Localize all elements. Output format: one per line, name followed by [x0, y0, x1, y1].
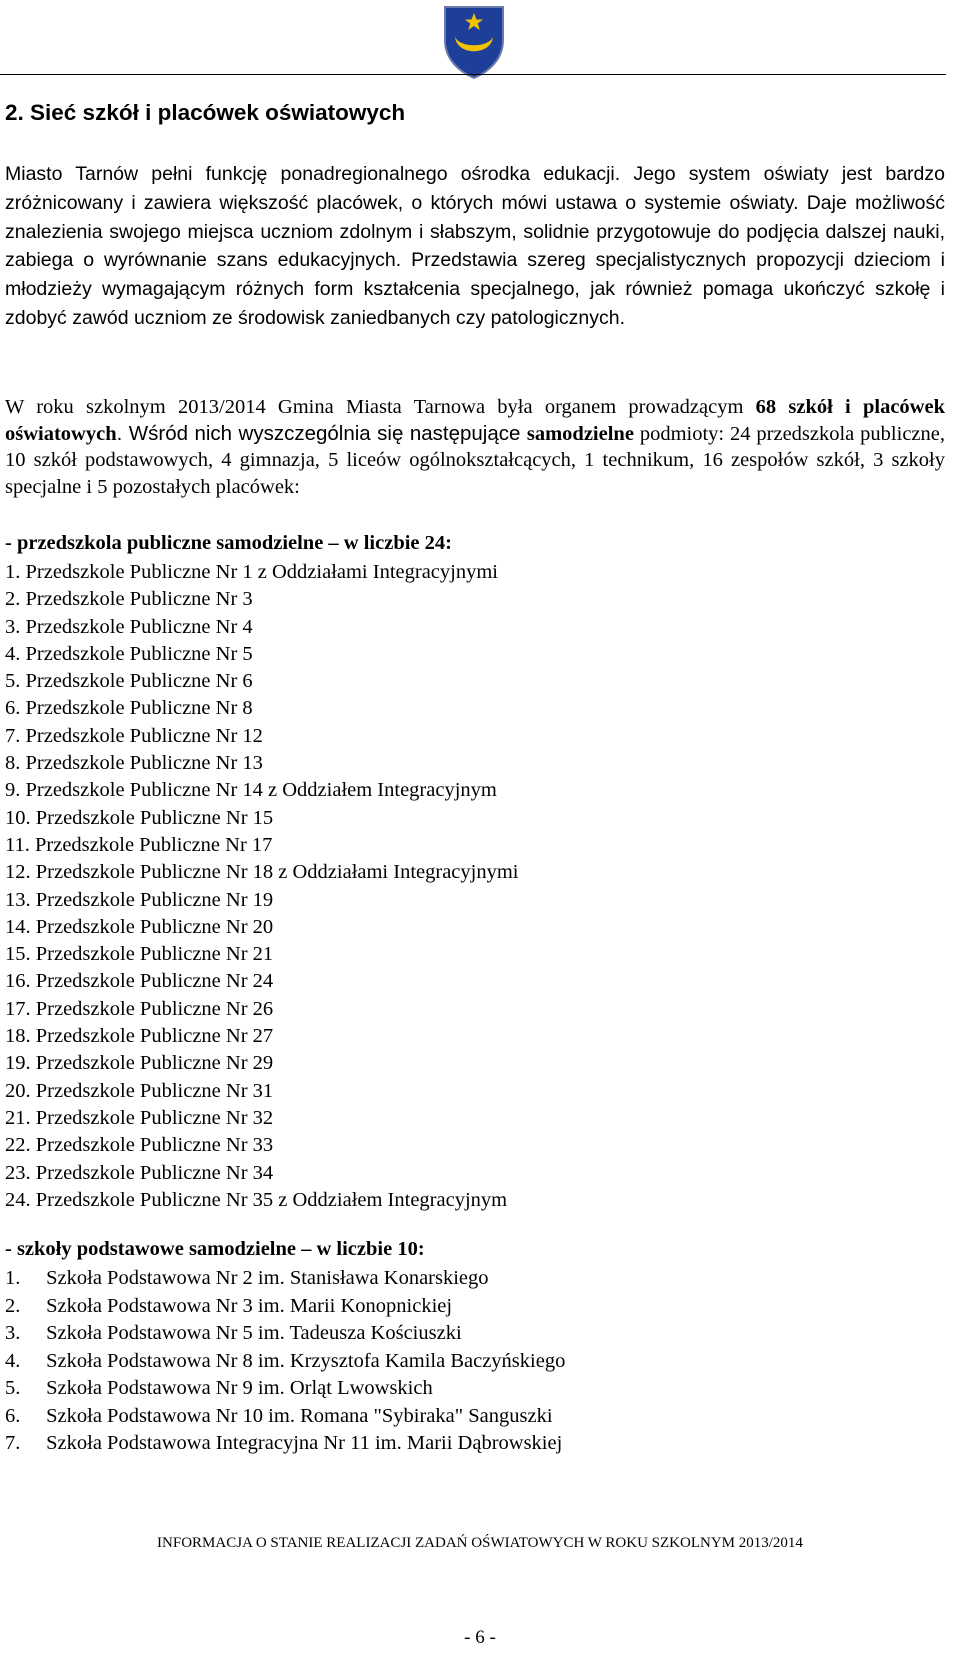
list-item-number: 6.: [5, 1404, 21, 1427]
list-item-text: Przedszkole Publiczne Nr 13: [25, 752, 263, 775]
page-number: - 6 -: [464, 1627, 496, 1648]
header-rule: [0, 74, 946, 75]
list-item: [5, 1050, 518, 1077]
list-item-text: Przedszkole Publiczne Nr 4: [25, 615, 253, 638]
list-item: [5, 805, 518, 832]
list-item-text: Przedszkole Publiczne Nr 12: [25, 724, 263, 747]
list-item-number: 15.: [5, 943, 31, 966]
list-item-text: Przedszkole Publiczne Nr 20: [35, 915, 274, 938]
list-item-text: Przedszkole Publiczne Nr 32: [35, 1106, 274, 1129]
list-item-text: Przedszkole Publiczne Nr 29: [35, 1052, 274, 1075]
section-heading: 2. Sieć szkół i placówek oświatowych: [5, 100, 406, 125]
list-item: [5, 1403, 565, 1431]
list-item: [5, 1078, 518, 1105]
list-item-number: 20.: [5, 1079, 31, 1102]
list-item-number: 1.: [5, 1267, 21, 1289]
list-item-number: 8.: [5, 752, 21, 775]
list-item-number: 6.: [5, 697, 21, 720]
list-item: [5, 559, 518, 586]
list-item-number: 9.: [5, 779, 21, 802]
list-item: [5, 1160, 518, 1187]
intro-paragraph: Miasto Tarnów pełni funkcję ponadregionalnego ośrodka edukacji. Jego system oświaty jest bardzo zróżnicowany i zawiera większość placówek, o których mówi ustawa o systemie oświaty. Daje możliwość znalezienia swojego miejsca uczniom zdolnym i słabszym, solidnie przygotowuje do podjęcia dalszej nauki, zabiega o wyrównanie szans edukacyjnych. Przedstawia szereg specjalistycznych propozycji dzieciom i młodzieży wymagającym różnych form kształcenia specjalnego, jak również pomaga ukończyć szkołę i zdobyć zawód uczniom ze środowisk zaniedbanych czy patologicznych.: [5, 163, 945, 329]
list-item-number: 14.: [5, 915, 31, 938]
list-item-text: Przedszkole Publiczne Nr 8: [25, 697, 253, 720]
list-item-text: Przedszkole Publiczne Nr 6: [25, 670, 253, 693]
list-item: [5, 777, 518, 804]
list-item-text: Szkoła Podstawowa Integracyjna Nr 11 im. Marii Dąbrowskiej: [46, 1432, 563, 1454]
list-item-text: Szkoła Podstawowa Nr 3 im. Marii Konopnickiej: [46, 1294, 453, 1317]
list-item-text: Przedszkole Publiczne Nr 21: [35, 943, 274, 966]
list-item-text: Szkoła Podstawowa Nr 8 im. Krzysztofa Kamila Baczyńskiego: [46, 1349, 566, 1372]
list-item-text: Przedszkole Publiczne Nr 33: [35, 1134, 274, 1157]
list-item-text: Przedszkole Publiczne Nr 5: [25, 642, 253, 665]
list-item: [5, 941, 518, 968]
preschools-list-title: - przedszkola publiczne samodzielne – w liczbie 24:: [5, 532, 452, 554]
list-item: [5, 887, 518, 914]
primary-schools-list-title: - szkoły podstawowe samodzielne – w liczbie 10:: [5, 1238, 425, 1260]
list-item-text: Szkoła Podstawowa Nr 10 im. Romana "Sybiraka" Sanguszki: [46, 1404, 553, 1427]
list-item-number: 10.: [5, 806, 31, 829]
list-item-text: Szkoła Podstawowa Nr 9 im. Orląt Lwowskich: [46, 1377, 433, 1399]
list-item: [5, 1375, 565, 1403]
list-item-number: 1.: [5, 561, 21, 583]
list-item-text: Przedszkole Publiczne Nr 1 z Oddziałami Integracyjnymi: [25, 561, 498, 583]
list-item: [5, 1132, 518, 1159]
list-item: [5, 1105, 518, 1132]
list-item: [5, 1265, 565, 1293]
summary-text-3: podmioty: 24 przedszkola publiczne, 10 szkół podstawowych, 4 gimnazja, 5 liceów ogólnokształcących, 1 technikum, 16 zespołów szkół, 3 szkoły specjalne i 5 pozostałych placówek:: [5, 422, 945, 499]
list-item-text: Przedszkole Publiczne Nr 17: [35, 833, 273, 856]
summary-paragraph: [5, 394, 945, 501]
list-item: [5, 1023, 518, 1050]
list-item-text: Przedszkole Publiczne Nr 31: [35, 1079, 274, 1102]
list-item: [5, 1320, 565, 1348]
list-item: [5, 996, 518, 1023]
list-item-number: 2.: [5, 1294, 21, 1317]
list-item-number: 4.: [5, 1349, 21, 1372]
list-item-number: 19.: [5, 1052, 31, 1075]
list-item-number: 3.: [5, 1322, 21, 1344]
list-item-text: Szkoła Podstawowa Nr 2 im. Stanisława Konarskiego: [46, 1267, 489, 1289]
list-item: [5, 914, 518, 941]
list-item: [5, 1187, 518, 1214]
list-item: [5, 586, 518, 613]
list-item-text: Przedszkole Publiczne Nr 14 z Oddziałem Integracyjnym: [25, 779, 497, 802]
list-item: [5, 750, 518, 777]
primary-schools-list: [5, 1265, 565, 1458]
list-item: [5, 614, 518, 641]
list-item: [5, 695, 518, 722]
tarnow-coat-of-arms-icon: [440, 4, 508, 80]
list-item: [5, 641, 518, 668]
list-item: [5, 723, 518, 750]
list-item-number: 21.: [5, 1106, 31, 1129]
list-item-text: Przedszkole Publiczne Nr 34: [35, 1161, 274, 1184]
list-item-text: Przedszkole Publiczne Nr 18 z Oddziałami Integracyjnymi: [35, 861, 519, 884]
list-item-number: 7.: [5, 1432, 21, 1454]
list-item-number: 5.: [5, 1377, 21, 1399]
list-item-number: 17.: [5, 997, 31, 1020]
list-item-text: Szkoła Podstawowa Nr 5 im. Tadeusza Kościuszki: [46, 1322, 462, 1344]
summary-bold-independent: samodzielne: [526, 422, 634, 445]
list-item-number: 16.: [5, 970, 31, 993]
list-item-number: 5.: [5, 670, 21, 693]
list-item-number: 4.: [5, 642, 21, 665]
summary-text-1: W roku szkolnym 2013/2014 Gmina Miasta Tarnowa była organem prowadzącym: [5, 396, 756, 418]
list-item: [5, 832, 518, 859]
list-item-text: Przedszkole Publiczne Nr 27: [35, 1025, 274, 1048]
list-item: [5, 859, 518, 886]
list-item-number: 3.: [5, 615, 21, 638]
list-item-text: Przedszkole Publiczne Nr 15: [35, 806, 274, 829]
list-item-number: 2.: [5, 588, 21, 611]
list-item-number: 11.: [5, 833, 30, 856]
page-footer: INFORMACJA O STANIE REALIZACJI ZADAŃ OŚWIATOWYCH W ROKU SZKOLNYM 2013/2014: [157, 1535, 803, 1551]
preschools-list: [5, 559, 518, 1214]
list-item-text: Przedszkole Publiczne Nr 24: [35, 970, 274, 993]
list-item-number: 12.: [5, 861, 31, 884]
list-item-number: 7.: [5, 724, 21, 747]
summary-text-2: . Wśród nich wyszczególnia się następujące: [116, 421, 527, 445]
list-item-text: Przedszkole Publiczne Nr 3: [25, 588, 253, 611]
list-item-number: 18.: [5, 1025, 31, 1048]
list-item: [5, 1430, 565, 1458]
list-item-text: Przedszkole Publiczne Nr 26: [35, 997, 274, 1020]
list-item-number: 22.: [5, 1134, 31, 1157]
list-item-text: Przedszkole Publiczne Nr 19: [35, 888, 274, 911]
list-item-number: 13.: [5, 888, 31, 911]
list-item: [5, 1293, 565, 1321]
list-item-number: 24.: [5, 1188, 31, 1211]
list-item: [5, 668, 518, 695]
list-item: [5, 968, 518, 995]
list-item-number: 23.: [5, 1161, 31, 1184]
summary-bold-count: 68 szkół i placówek oświatowych: [5, 396, 945, 445]
list-item-text: Przedszkole Publiczne Nr 35 z Oddziałem Integracyjnym: [35, 1188, 508, 1211]
list-item: [5, 1348, 565, 1376]
